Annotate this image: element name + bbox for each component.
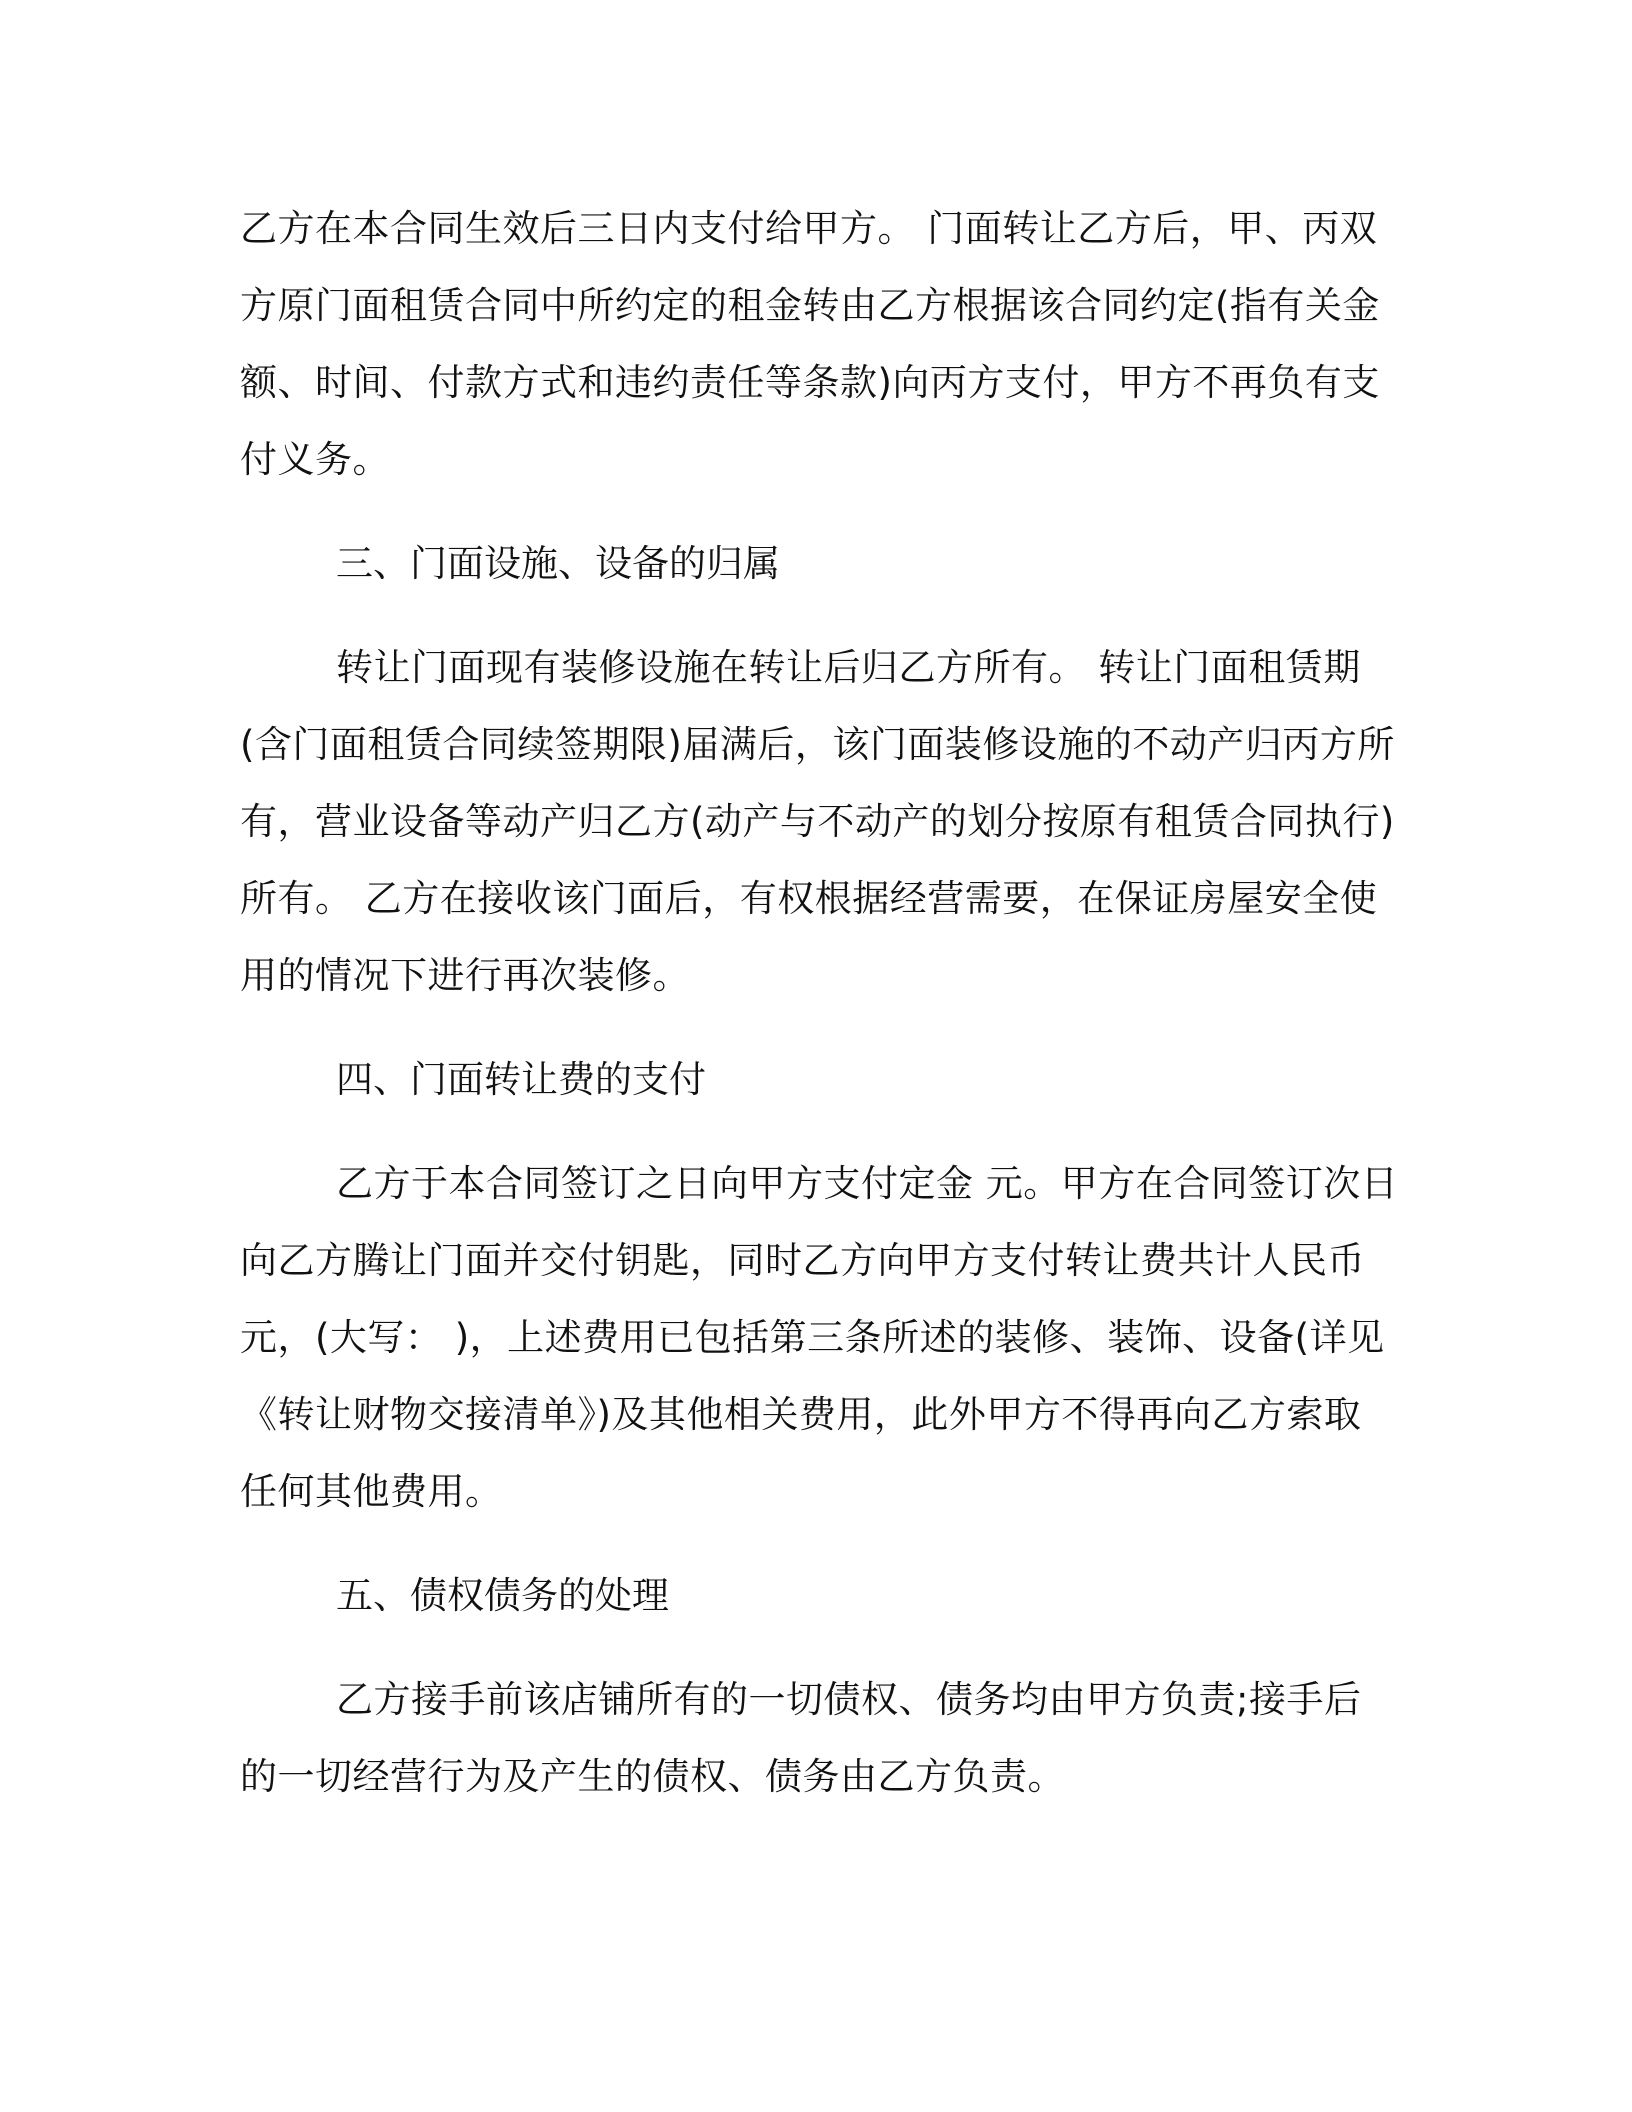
paragraph-fee-payment <box>240 1145 1399 1530</box>
text-line: 用的情况下进行再次装修。 <box>240 954 690 997</box>
text-line: 乙方于本合同签订之日向甲方支付定金 元。甲方在合同签订次日 <box>336 1162 1399 1205</box>
section-heading-debts: 五、债权债务的处理 <box>336 1574 669 1617</box>
text-line: 乙方接手前该店铺所有的一切债权、债务均由甲方负责;接手后 <box>336 1678 1362 1721</box>
text-line: 方原门面租赁合同中所约定的租金转由乙方根据该合同约定(指有关金 <box>240 284 1380 327</box>
paragraph-facilities <box>240 629 1395 1014</box>
text-line: 额、时间、付款方式和违约责任等条款)向丙方支付，甲方不再负有支 <box>240 361 1380 404</box>
text-line: 《转让财物交接清单》)及其他相关费用，此外甲方不得再向乙方索取 <box>240 1393 1362 1436</box>
text-line: (含门面租赁合同续签期限)届满后，该门面装修设施的不动产归丙方所 <box>240 723 1395 766</box>
section-heading-fee-payment: 四、门面转让费的支付 <box>336 1058 706 1101</box>
text-line: 有，营业设备等动产归乙方(动产与不动产的划分按原有租赁合同执行) <box>240 800 1395 843</box>
text-line: 付义务。 <box>240 438 390 481</box>
section-heading-facilities: 三、门面设施、设备的归属 <box>336 542 780 585</box>
paragraph-payment-transfer <box>240 190 1380 498</box>
text-line: 的一切经营行为及产生的债权、债务由乙方负责。 <box>240 1755 1065 1798</box>
text-line: 任何其他费用。 <box>240 1470 503 1513</box>
paragraph-debts <box>240 1661 1380 1815</box>
text-line: 元，(大写： )，上述费用已包括第三条所述的装修、装饰、设备(详见 <box>240 1316 1385 1359</box>
text-line: 所有。 乙方在接收该门面后，有权根据经营需要，在保证房屋安全使 <box>240 877 1378 920</box>
text-line: 转让门面现有装修设施在转让后归乙方所有。 转让门面租赁期 <box>336 646 1361 689</box>
text-line: 乙方在本合同生效后三日内支付给甲方。 门面转让乙方后，甲、丙双 <box>240 207 1378 250</box>
document-body <box>240 190 1399 1815</box>
text-line: 向乙方腾让门面并交付钥匙，同时乙方向甲方支付转让费共计人民币 <box>240 1239 1365 1282</box>
